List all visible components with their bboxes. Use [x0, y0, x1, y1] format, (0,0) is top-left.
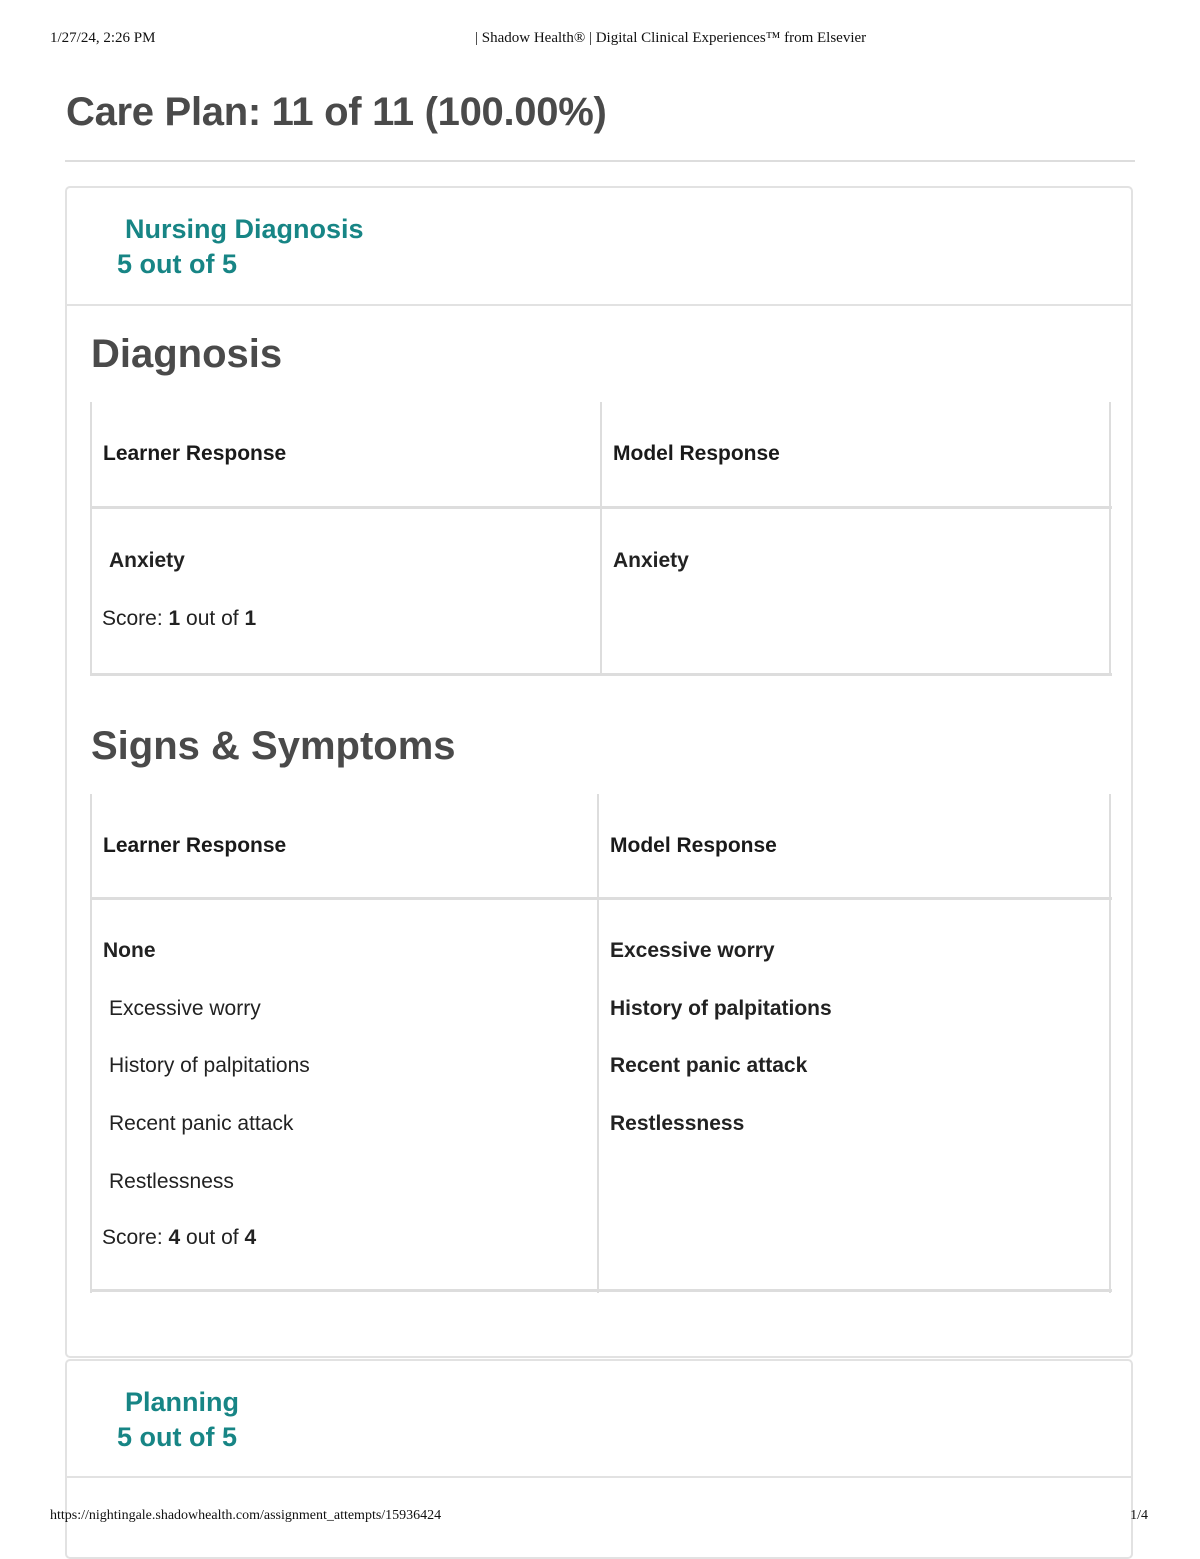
section-name: Nursing Diagnosis: [125, 214, 364, 244]
table-border-right: [1109, 794, 1111, 1293]
table-column-divider: [600, 402, 602, 676]
title-divider: [65, 160, 1135, 162]
signs-symptoms-heading: Signs & Symptoms: [91, 724, 456, 768]
table-border-left: [90, 402, 92, 676]
learner-symptom-item: History of palpitations: [109, 1054, 310, 1077]
model-diagnosis-item: Anxiety: [613, 549, 689, 572]
section-score: 5 out of 5: [117, 1422, 237, 1452]
learner-diagnosis-item: Anxiety: [109, 549, 185, 572]
learner-symptom-item: Restlessness: [109, 1170, 234, 1193]
diagnosis-heading: Diagnosis: [91, 332, 283, 376]
learner-symptom-item: Excessive worry: [109, 997, 261, 1020]
table-border-left: [90, 794, 92, 1293]
signs-symptoms-table: [90, 794, 1112, 1293]
print-date: 1/27/24, 2:26 PM: [50, 30, 156, 46]
learner-symptom-item: Recent panic attack: [109, 1112, 294, 1135]
table-header-divider: [90, 897, 1112, 900]
table-header-divider: [90, 506, 1112, 509]
model-symptom-item: Excessive worry: [610, 939, 775, 962]
learner-score: Score: 1 out of 1: [102, 607, 257, 630]
model-response-header: Model Response: [610, 834, 777, 857]
model-response-header: Model Response: [613, 442, 780, 465]
page-url: https://nightingale.shadowhealth.com/assignment_attempts/15936424: [50, 1508, 442, 1523]
page-number: 1/4: [1130, 1508, 1148, 1523]
nursing-diagnosis-header[interactable]: [67, 188, 1131, 306]
print-footer: [0, 1506, 1200, 1528]
section-score: 5 out of 5: [117, 249, 237, 279]
model-symptom-item: Recent panic attack: [610, 1054, 808, 1077]
planning-header[interactable]: [67, 1361, 1131, 1478]
table-bottom-border: [90, 673, 1112, 676]
page-title: Care Plan: 11 of 11 (100.00%): [66, 90, 607, 134]
table-border-right: [1109, 402, 1111, 676]
section-name: Planning: [125, 1387, 239, 1417]
planning-card: [65, 1359, 1133, 1559]
learner-score: Score: 4 out of 4: [102, 1226, 257, 1249]
table-column-divider: [597, 794, 599, 1293]
learner-response-header: Learner Response: [103, 442, 287, 465]
nursing-diagnosis-card: [65, 186, 1133, 1358]
learner-lead-item: None: [103, 939, 156, 962]
print-header: [0, 28, 1200, 50]
learner-response-header: Learner Response: [103, 834, 287, 857]
table-bottom-border: [90, 1289, 1112, 1292]
diagnosis-table: [90, 402, 1112, 676]
print-page-title: | Shadow Health® | Digital Clinical Experiences™ from Elsevier: [475, 30, 867, 46]
model-symptom-item: History of palpitations: [610, 997, 832, 1020]
model-symptom-item: Restlessness: [610, 1112, 745, 1135]
